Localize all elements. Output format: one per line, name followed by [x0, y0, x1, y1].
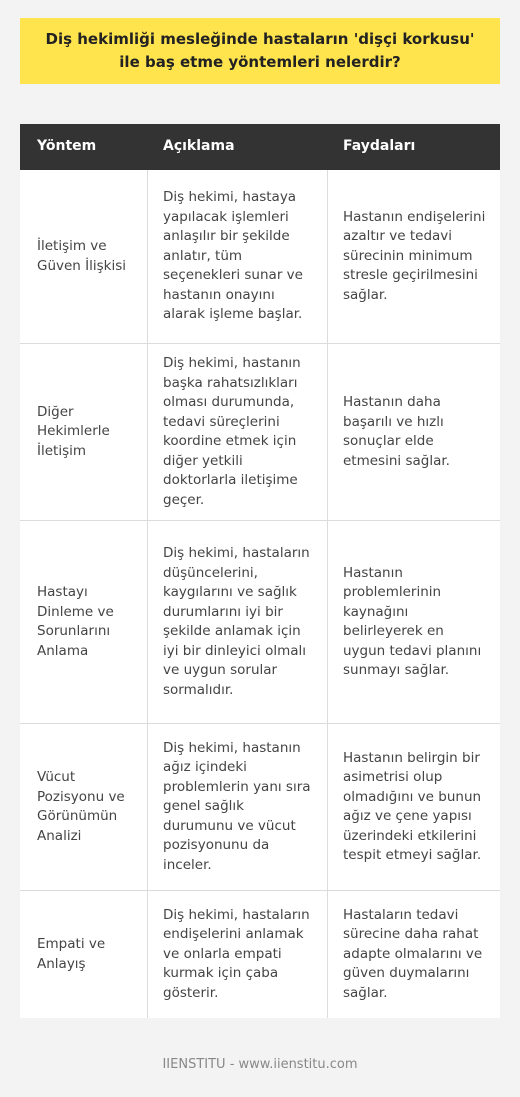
- benefits-cell: Hastaların tedavi sürecine daha rahat adapte olmalarını ve güven duymalarını sağlar.: [343, 906, 483, 1001]
- method-cell: Vücut Pozisyonu ve Görünümün Analizi: [20, 724, 148, 890]
- page-title: Diş hekimliği mesleğinde hastaların 'dişçi korkusu' ile baş etme yöntemleri nelerdir?: [45, 30, 475, 71]
- benefits-cell: Hastanın problemlerinin kaynağını belirleyerek en uygun tedavi planını sunmayı sağlar.: [343, 564, 482, 678]
- header-description: Açıklama: [163, 138, 235, 155]
- method-cell: Hastayı Dinleme ve Sorunlarını Anlama: [20, 521, 148, 723]
- table-row: [20, 891, 500, 1018]
- benefits-cell: Hastanın daha başarılı ve hızlı sonuçlar elde etmesini sağlar.: [343, 394, 450, 469]
- description-cell: Diş hekimi, hastaların düşüncelerini, kaygılarını ve sağlık durumlarını iyi bir şekilde anlamak için iyi bir dinleyici olmalı ve uygun sorular sormalıdır.: [148, 521, 328, 723]
- benefits-cell: Hastanın endişelerini azaltır ve tedavi sürecinin minimum stresle geçirilmesini sağlar.: [343, 208, 486, 303]
- header-method: Yöntem: [37, 138, 97, 155]
- method-cell: Empati ve Anlayış: [20, 891, 148, 1018]
- table-row: [20, 724, 500, 891]
- description-cell: Diş hekimi, hastanın ağız içindeki problemlerin yanı sıra genel sağlık durumunu ve vücut pozisyonunu da inceler.: [148, 724, 328, 890]
- table-row: [20, 344, 500, 521]
- description-cell: Diş hekimi, hastaların endişelerini anlamak ve onlarla empati kurmak için çaba gösterir.: [148, 891, 328, 1018]
- table-row: [20, 521, 500, 724]
- table-row: [20, 170, 500, 344]
- title-banner: [20, 18, 500, 84]
- benefits-cell: Hastanın belirgin bir asimetrisi olup olmadığını ve bunun ağız ve çene yapısı üzerindeki etkilerini tespit etmeyi sağlar.: [343, 749, 482, 863]
- table-header-row: [20, 124, 500, 170]
- method-cell: İletişim ve Güven İlişkisi: [20, 170, 148, 343]
- method-cell: Diğer Hekimlerle İletişim: [20, 344, 148, 520]
- methods-table: [20, 124, 500, 1018]
- description-cell: Diş hekimi, hastaya yapılacak işlemleri anlaşılır bir şekilde anlatır, tüm seçenekleri sunar ve hastanın onayını alarak işleme başlar.: [148, 170, 328, 343]
- description-cell: Diş hekimi, hastanın başka rahatsızlıkları olması durumunda, tedavi süreçlerini koordine etmek için diğer yetkili doktorlarla iletişime geçer.: [148, 344, 328, 520]
- footer-credit: IIENSTITU - www.iienstitu.com: [162, 1057, 358, 1072]
- header-benefits: Faydaları: [343, 138, 416, 155]
